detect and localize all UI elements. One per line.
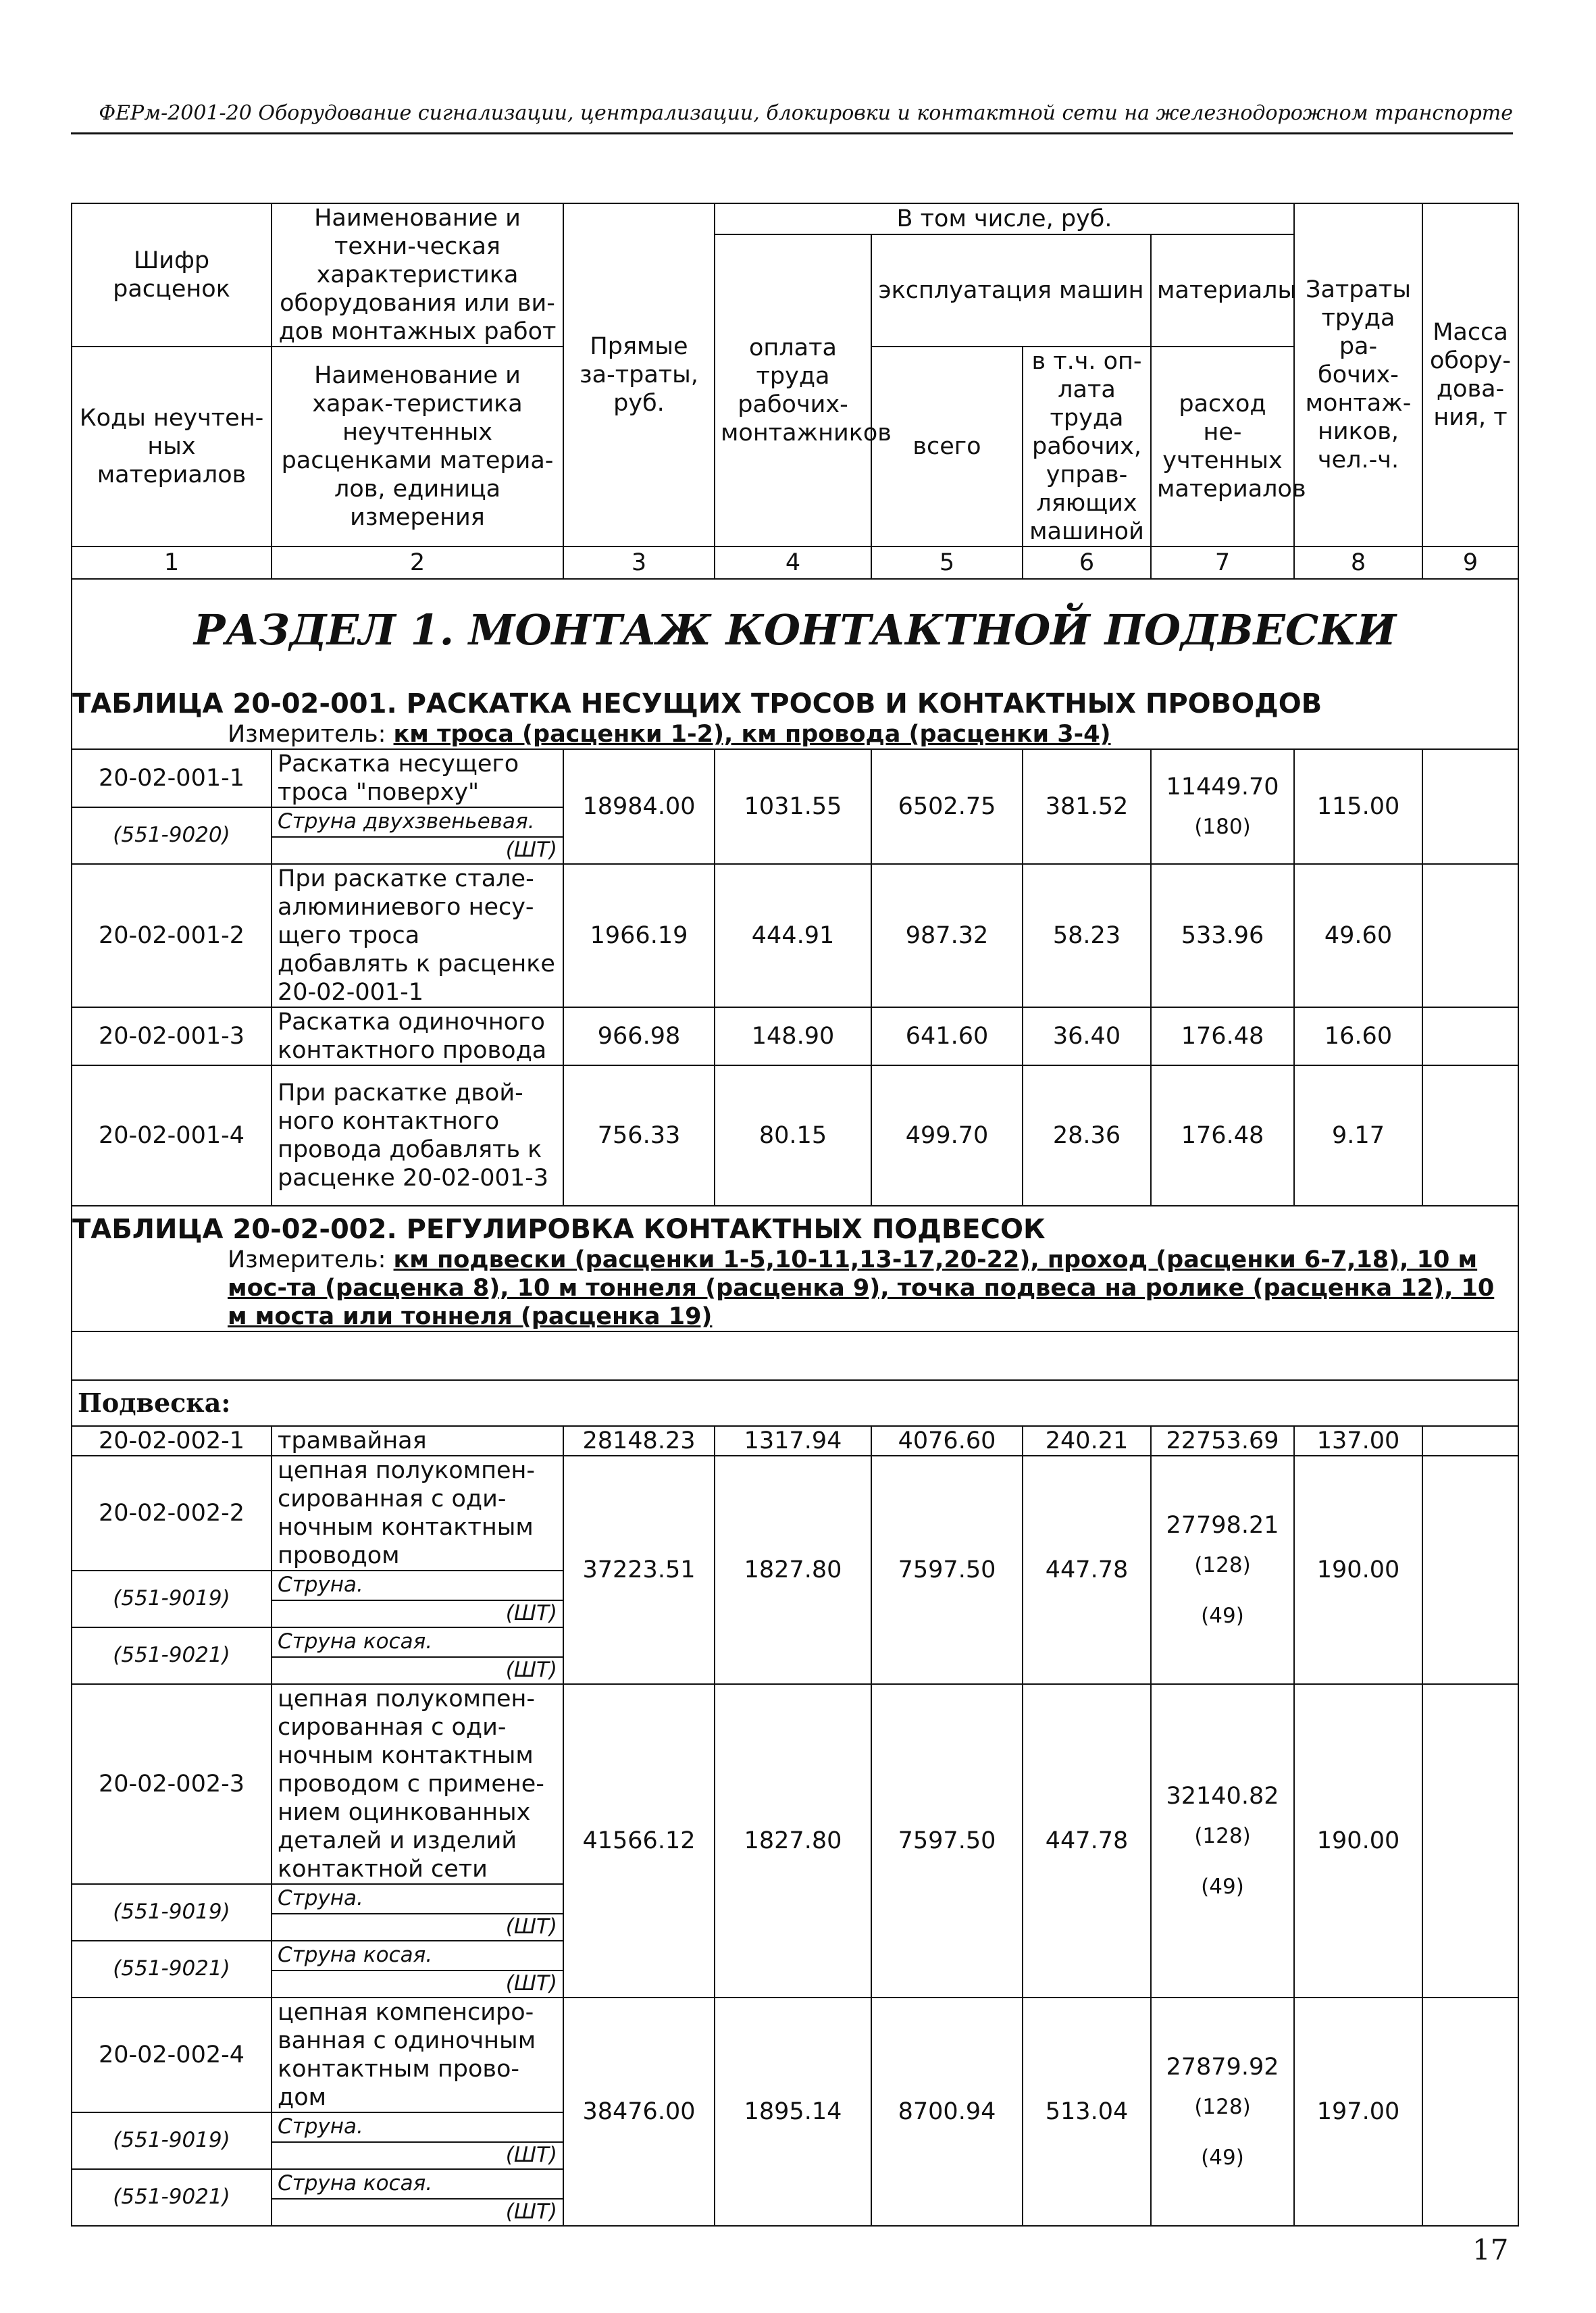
subhead-row [72, 1380, 1518, 1426]
rate-code: 20-02-001-3 [72, 1007, 272, 1065]
direct-cost: 756.33 [563, 1065, 715, 1206]
material-unit: (ШТ) [272, 2142, 563, 2169]
rate-name: цепная полукомпен-сированная с оди-ночным контактным проводом [272, 1456, 563, 1571]
labor-hours: 49.60 [1294, 864, 1422, 1007]
column-number: 6 [1023, 547, 1151, 579]
labor-hours: 190.00 [1294, 1684, 1422, 1998]
material-unit: (ШТ) [272, 1971, 563, 1998]
machine-labor-cost: 447.78 [1023, 1684, 1151, 1998]
direct-cost: 37223.51 [563, 1456, 715, 1684]
price-table [71, 203, 1519, 2227]
group-materials-header: материалы [1151, 234, 1294, 347]
material-code: (551-9021) [72, 2169, 272, 2226]
col9-header: Масса обору-дова-ния, т [1422, 203, 1518, 547]
rate-name: трамвайная [272, 1426, 563, 1456]
materials-cost: 533.96 [1151, 864, 1294, 1007]
direct-cost: 41566.12 [563, 1684, 715, 1998]
rate-name: При раскатке двой-ного контактного провода добавлять к расценке 20-02-001-3 [272, 1065, 563, 1206]
material-name: Струна косая. [272, 1941, 563, 1971]
material-quantity: (180) [1194, 815, 1251, 840]
material-unit: (ШТ) [272, 1657, 563, 1684]
rate-code: 20-02-001-4 [72, 1065, 272, 1206]
rate-code: 20-02-002-4 [72, 1998, 272, 2112]
header-rule [71, 132, 1513, 134]
table-title-cell [72, 681, 1518, 749]
machine-cost: 8700.94 [871, 1998, 1023, 2226]
rate-row [72, 1007, 1518, 1065]
labor-hours: 137.00 [1294, 1426, 1422, 1456]
col6-header: в т.ч. оп-лата труда рабочих, управ-ляющих машиной [1023, 347, 1151, 547]
equipment-mass [1422, 1426, 1518, 1456]
machine-cost: 499.70 [871, 1065, 1023, 1206]
machine-labor-cost: 58.23 [1023, 864, 1151, 1007]
machine-cost: 4076.60 [871, 1426, 1023, 1456]
materials-cost: 176.48 [1151, 1007, 1294, 1065]
table-title-row [72, 681, 1518, 749]
direct-cost: 966.98 [563, 1007, 715, 1065]
machine-cost: 987.32 [871, 864, 1023, 1007]
rate-row [72, 1998, 1518, 2112]
material-unit: (ШТ) [272, 1914, 563, 1941]
column-number: 3 [563, 547, 715, 579]
rate-row [72, 749, 1518, 807]
material-unit: (ШТ) [272, 837, 563, 864]
material-quantity: (49) [1201, 2145, 1244, 2170]
col8-header: Затраты труда ра-бочих-монтаж-ников, чел.-ч. [1294, 203, 1422, 547]
equipment-mass [1422, 864, 1518, 1007]
material-code: (551-9019) [72, 1884, 272, 1941]
running-header: ФЕРм-2001-20 Оборудование сигнализации, централизации, блокировки и контактной сети на железнодорожном транспорте [99, 101, 1513, 125]
machine-cost: 641.60 [871, 1007, 1023, 1065]
rate-name: Раскатка одиночного контактного провода [272, 1007, 563, 1065]
labor-cost: 1031.55 [715, 749, 871, 864]
rate-row [72, 1456, 1518, 1571]
rate-name: цепная компенсиро-ванная с одиночным контактным прово-дом [272, 1998, 563, 2112]
table-title-cell [72, 1206, 1518, 1331]
rate-row [72, 1426, 1518, 1456]
machine-labor-cost: 36.40 [1023, 1007, 1151, 1065]
rate-row [72, 864, 1518, 1007]
labor-hours: 9.17 [1294, 1065, 1422, 1206]
column-number: 8 [1294, 547, 1422, 579]
machine-labor-cost: 513.04 [1023, 1998, 1151, 2226]
direct-cost: 38476.00 [563, 1998, 715, 2226]
col2-header-top: Наименование и техни-ческая характеристика оборудования или ви-дов монтажных работ [272, 203, 563, 347]
col3-header: Прямые за-траты, руб. [563, 203, 715, 547]
equipment-mass [1422, 1456, 1518, 1684]
materials-cost: 32140.82 (128) (49) [1151, 1684, 1294, 1998]
machine-cost: 6502.75 [871, 749, 1023, 864]
labor-cost: 148.90 [715, 1007, 871, 1065]
equipment-mass [1422, 1684, 1518, 1998]
material-quantity: (128) [1194, 1552, 1251, 1577]
labor-cost: 1827.80 [715, 1456, 871, 1684]
direct-cost: 1966.19 [563, 864, 715, 1007]
rate-name: Раскатка несущего троса "поверху" [272, 749, 563, 807]
labor-hours: 16.60 [1294, 1007, 1422, 1065]
col1-header-bottom: Коды неучтен-ных материалов [72, 347, 272, 547]
group-machines-header: эксплуатация машин [871, 234, 1151, 347]
materials-cost: 27798.21 (128) (49) [1151, 1456, 1294, 1684]
equipment-mass [1422, 1998, 1518, 2226]
material-code: (551-9019) [72, 2112, 272, 2169]
table-title: ТАБЛИЦА 20-02-002. РЕГУЛИРОВКА КОНТАКТНЫХ ПОДВЕСОК [72, 1214, 1046, 1245]
equipment-mass [1422, 1065, 1518, 1206]
table-measure [72, 720, 1518, 748]
material-name: Струна двухзвеньевая. [272, 807, 563, 837]
machine-cost: 7597.50 [871, 1684, 1023, 1998]
equipment-mass [1422, 749, 1518, 864]
rate-name: цепная полукомпен-сированная с оди-ночным контактным проводом с примене-нием оцинкованных деталей и изделий контактной сети [272, 1684, 563, 1884]
table-measure [72, 1246, 1518, 1331]
labor-cost: 1895.14 [715, 1998, 871, 2226]
machine-cost: 7597.50 [871, 1456, 1023, 1684]
rate-code: 20-02-002-1 [72, 1426, 272, 1456]
measure-units: км троса (расценки 1-2), км провода (расценки 3-4) [393, 721, 1111, 748]
machine-labor-cost: 447.78 [1023, 1456, 1151, 1684]
col4-header: оплата труда рабочих-монтажников [715, 234, 871, 547]
material-quantity: (128) [1194, 1823, 1251, 1848]
material-name: Струна. [272, 1884, 563, 1914]
labor-hours: 115.00 [1294, 749, 1422, 864]
labor-cost: 1317.94 [715, 1426, 871, 1456]
page-number: 17 [1472, 2233, 1509, 2266]
rate-code: 20-02-001-2 [72, 864, 272, 1007]
materials-cost: 22753.69 [1151, 1426, 1294, 1456]
material-code: (551-9020) [72, 807, 272, 864]
measure-prefix: Измеритель: [228, 1246, 394, 1273]
measure-units: км подвески (расценки 1-5,10-11,13-17,20-22), проход (расценки 6-7,18), 10 м мос-та (расценка 8), 10 м тоннеля (расценка 9), точка подвеса на ролике (расценка 12), 10 м моста или тоннеля (расценка 19) [228, 1246, 1495, 1330]
col7-header: расход не-учтенных материалов [1151, 347, 1294, 547]
rate-code: 20-02-001-1 [72, 749, 272, 807]
materials-cost: 176.48 [1151, 1065, 1294, 1206]
material-quantity: (49) [1201, 1604, 1244, 1628]
subhead: Подвеска: [72, 1380, 1518, 1426]
column-number: 1 [72, 547, 272, 579]
table-title-row [72, 1206, 1518, 1331]
measure-prefix: Измеритель: [228, 721, 394, 748]
rate-name: При раскатке стале-алюминиевого несу-щего троса добавлять к расценке 20-02-001-1 [272, 864, 563, 1007]
direct-cost: 28148.23 [563, 1426, 715, 1456]
material-quantity: (49) [1201, 1875, 1244, 1899]
group-in-total-header: В том числе, руб. [715, 203, 1294, 234]
column-number: 5 [871, 547, 1023, 579]
equipment-mass [1422, 1007, 1518, 1065]
rate-row [72, 1065, 1518, 1206]
rate-code: 20-02-002-3 [72, 1684, 272, 1884]
spacer-cell [72, 1331, 1518, 1380]
rate-row [72, 1684, 1518, 1884]
column-number: 9 [1422, 547, 1518, 579]
machine-labor-cost: 240.21 [1023, 1426, 1151, 1456]
material-name: Струна косая. [272, 1627, 563, 1657]
table-title: ТАБЛИЦА 20-02-001. РАСКАТКА НЕСУЩИХ ТРОСОВ И КОНТАКТНЫХ ПРОВОДОВ [72, 688, 1322, 719]
material-name: Струна. [272, 1571, 563, 1600]
material-unit: (ШТ) [272, 1600, 563, 1627]
machine-labor-cost: 381.52 [1023, 749, 1151, 864]
direct-cost: 18984.00 [563, 749, 715, 864]
material-quantity: (128) [1194, 2094, 1251, 2119]
material-name: Струна. [272, 2112, 563, 2142]
labor-cost: 1827.80 [715, 1684, 871, 1998]
column-number: 7 [1151, 547, 1294, 579]
rate-code: 20-02-002-2 [72, 1456, 272, 1571]
section-title: РАЗДЕЛ 1. МОНТАЖ КОНТАКТНОЙ ПОДВЕСКИ [72, 579, 1518, 681]
materials-cost: 27879.92 (128) (49) [1151, 1998, 1294, 2226]
column-numbers-row [72, 547, 1518, 579]
material-name: Струна косая. [272, 2169, 563, 2199]
labor-cost: 80.15 [715, 1065, 871, 1206]
column-number: 2 [272, 547, 563, 579]
labor-cost: 444.91 [715, 864, 871, 1007]
col5-header: всего [871, 347, 1023, 547]
material-code: (551-9021) [72, 1941, 272, 1998]
table-body [72, 203, 1518, 2226]
labor-hours: 190.00 [1294, 1456, 1422, 1684]
col1-header-top: Шифр расценок [72, 203, 272, 347]
machine-labor-cost: 28.36 [1023, 1065, 1151, 1206]
labor-hours: 197.00 [1294, 1998, 1422, 2226]
spacer-row [72, 1331, 1518, 1380]
material-code: (551-9021) [72, 1627, 272, 1684]
material-code: (551-9019) [72, 1571, 272, 1627]
material-unit: (ШТ) [272, 2199, 563, 2226]
col2-header-bottom: Наименование и харак-теристика неучтенных расценками материа-лов, единица измерения [272, 347, 563, 547]
materials-cost: 11449.70 (180) [1151, 749, 1294, 864]
column-number: 4 [715, 547, 871, 579]
